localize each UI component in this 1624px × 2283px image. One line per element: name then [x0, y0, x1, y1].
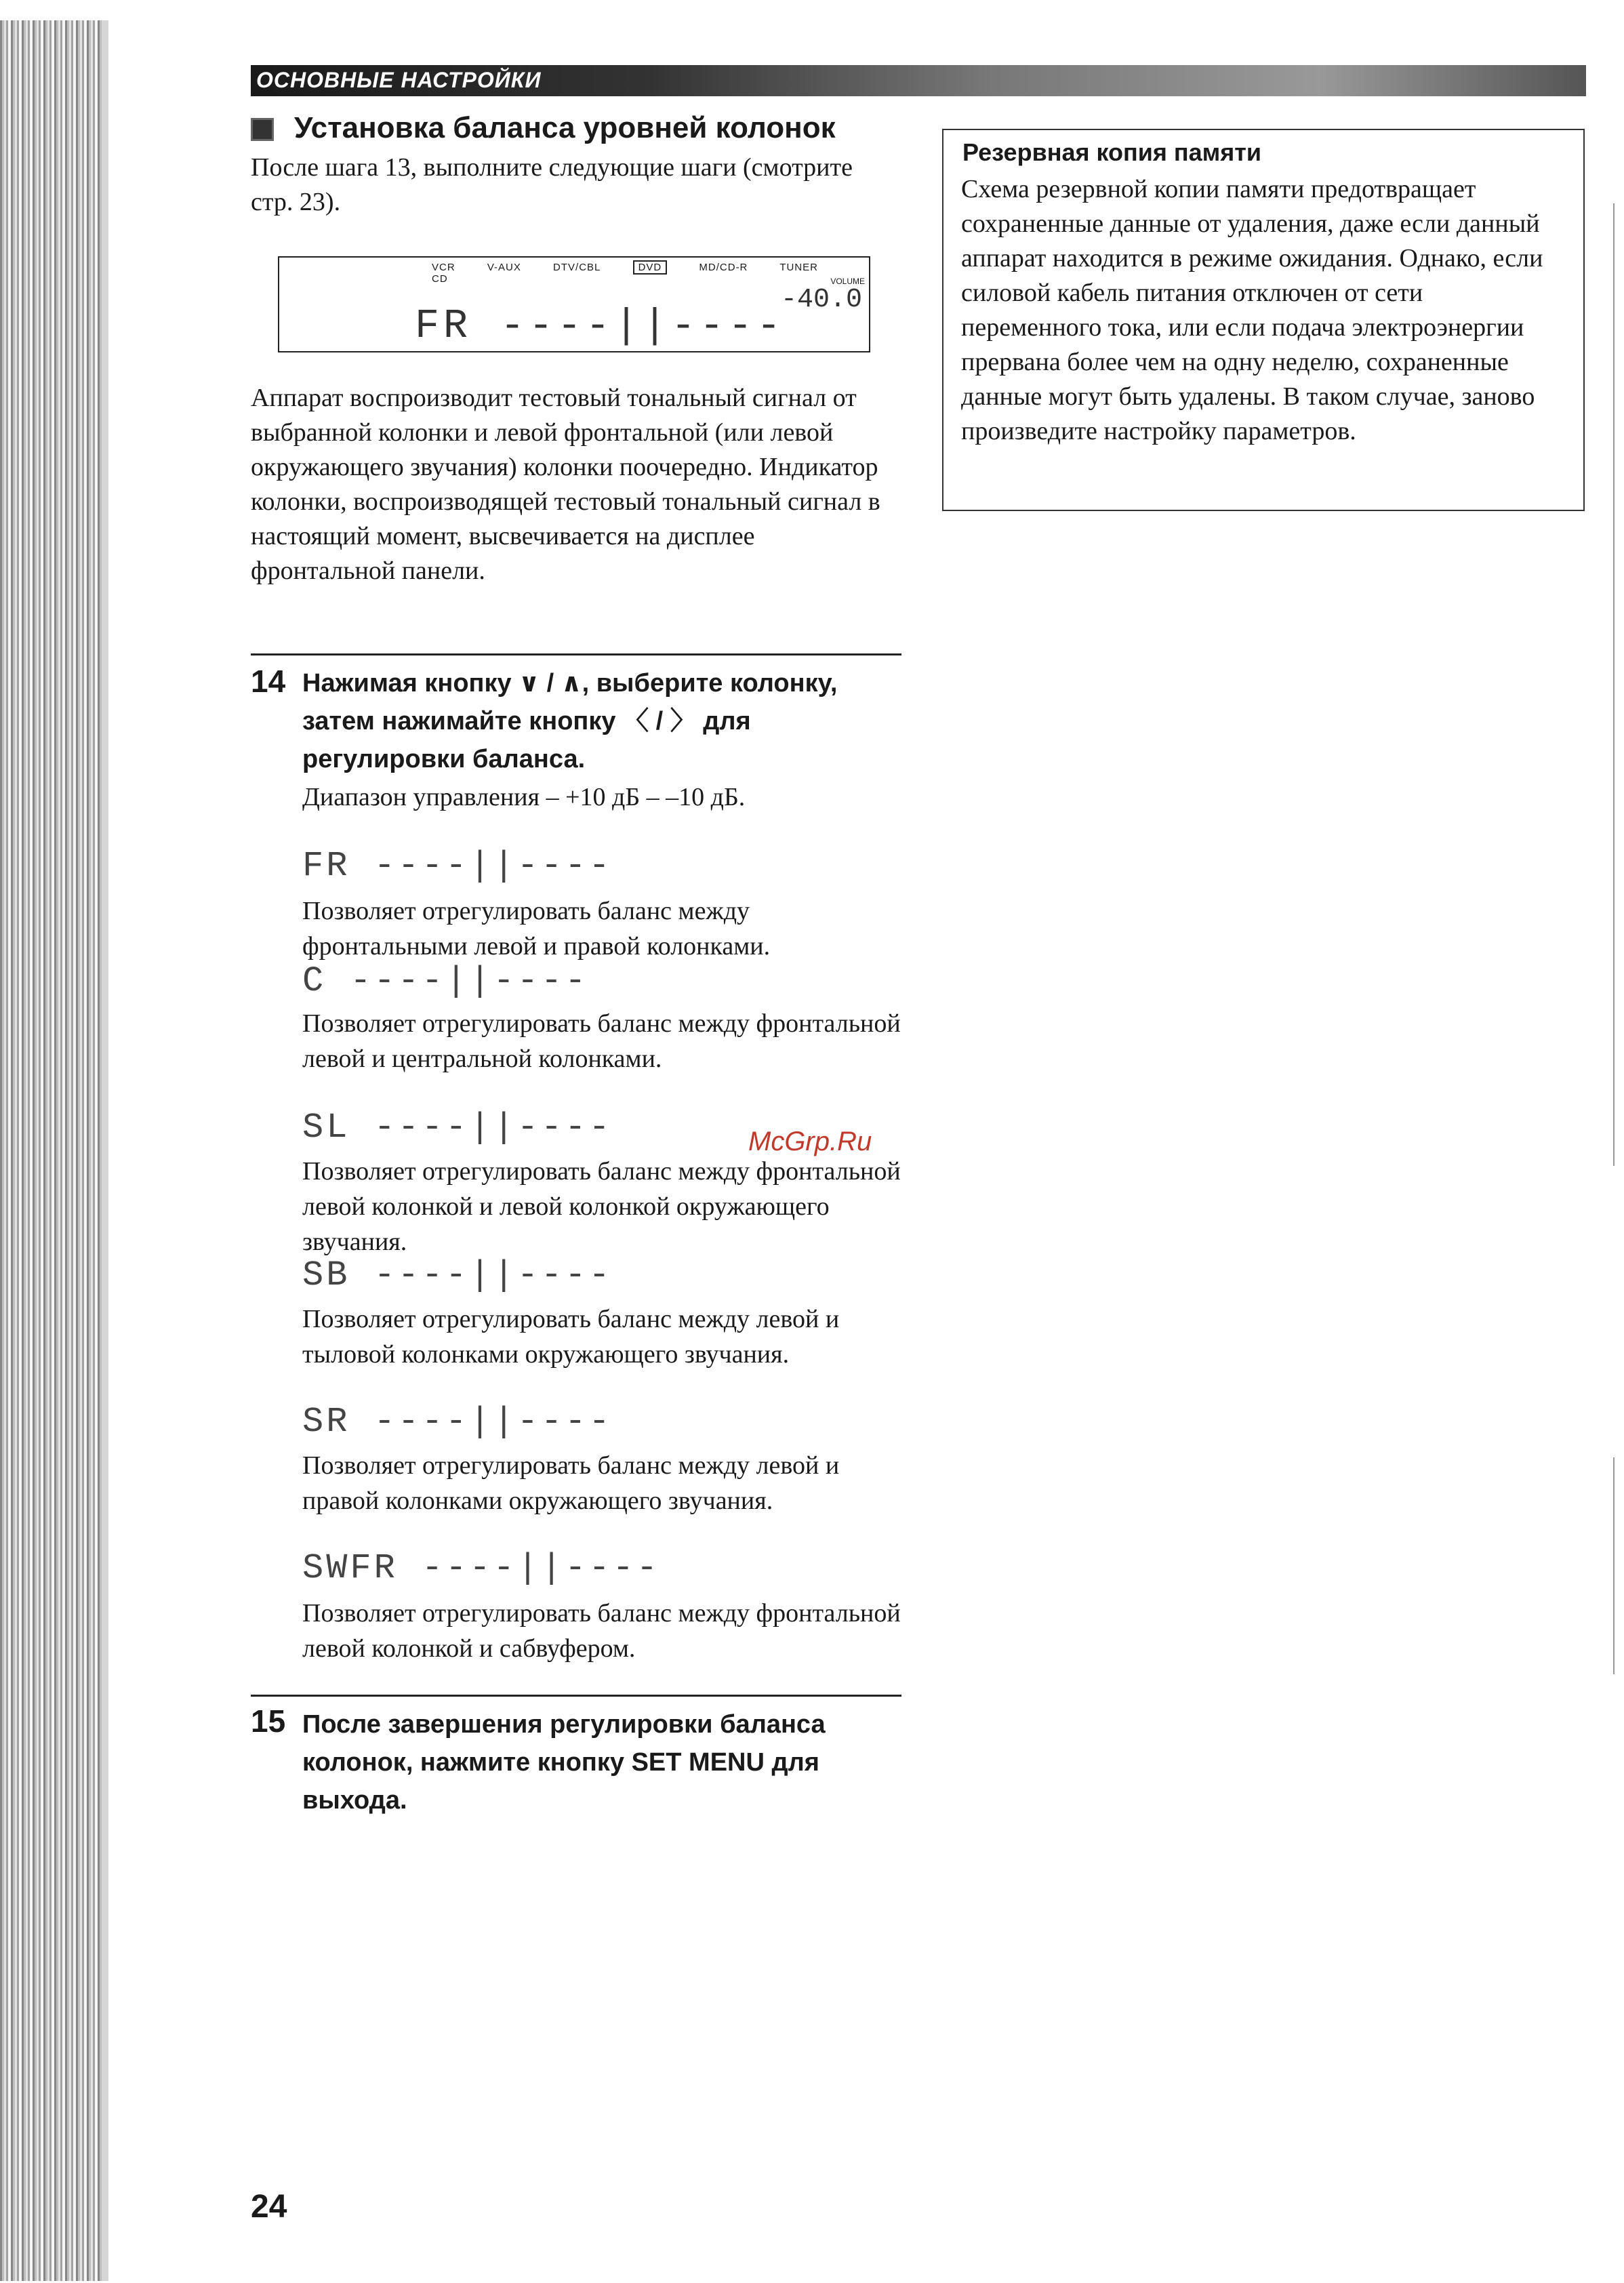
- step-15-instruction: После завершения регулировки баланса колонок, нажмите кнопку SET MENU для выхода.: [302, 1710, 826, 1815]
- scan-edge-shadow: [102, 20, 108, 2281]
- segment-readout-sb: SB ----||----: [302, 1255, 613, 1295]
- section-header-bar: [251, 65, 1586, 96]
- bullet-square-icon: [251, 118, 274, 141]
- segment-readout-sr: SR ----||----: [302, 1402, 613, 1442]
- lcd-source-row: [432, 262, 869, 285]
- segment-readout-sl: SL ----||----: [302, 1108, 613, 1148]
- lcd-volume-label: VOLUME: [830, 277, 865, 286]
- memory-backup-note: [942, 129, 1585, 511]
- lcd-volume-readout: -40.0: [780, 285, 862, 315]
- segment-desc-sr: Позволяет отрегулировать баланс между левой и правой колонками окружающего звучания.: [302, 1451, 840, 1515]
- lcd-source: MD/CD-R: [699, 262, 748, 273]
- segment-desc-sb: Позволяет отрегулировать баланс между левой и тыловой колонками окружающего звучания.: [302, 1305, 840, 1369]
- lcd-source-selected: DVD: [633, 260, 668, 275]
- segment-readout-swfr: SWFR ----||----: [302, 1548, 661, 1588]
- watermark: McGrp.Ru: [748, 1127, 872, 1156]
- section-header-label: ОСНОВНЫЕ НАСТРОЙКИ: [256, 68, 542, 92]
- segment-desc-c: Позволяет отрегулировать баланс между фронтальной левой и центральной колонками.: [302, 1009, 901, 1073]
- lcd-source: TUNER: [779, 262, 818, 273]
- step-14-range: Диапазон управления – +10 дБ – –10 дБ.: [302, 783, 746, 811]
- step-15-number: 15: [251, 1703, 286, 1739]
- lcd-display-illustration: [278, 256, 870, 352]
- lcd-source: V-AUX: [487, 262, 521, 273]
- segment-readout-fr: FR ----||----: [302, 846, 613, 886]
- lcd-source: CD: [432, 273, 448, 285]
- right-scan-mark: [1613, 203, 1615, 1166]
- step-15-rule: [251, 1695, 901, 1697]
- page-number: 24: [251, 2189, 287, 2225]
- segment-desc-swfr: Позволяет отрегулировать баланс между фронтальной левой колонкой и сабвуфером.: [302, 1599, 901, 1663]
- section-title: [251, 111, 836, 145]
- intro-paragraph: После шага 13, выполните следующие шаги (смотрите стр. 23).: [251, 153, 853, 216]
- step-14-rule: [251, 653, 901, 655]
- step-14-instruction: Нажимая кнопку ∨ / ∧, выберите колонку, затем нажимайте кнопку 〈 / 〉 для регулировки баланса.: [302, 669, 838, 773]
- body-paragraph: Аппарат воспроизводит тестовый тональный сигнал от выбранной колонки и левой фронтальной (или левой окружающего звучания) колонки поочередно. Индикатор колонки, воспроизводящей тестовый тональный сигнал в настоящий момент, высвечивается на дисплее фронтальной панели.: [251, 384, 880, 585]
- segment-desc-fr: Позволяет отрегулировать баланс между фронтальными левой и правой колонками.: [302, 897, 771, 961]
- note-title: Резервная копия памяти: [962, 138, 1262, 166]
- segment-readout-c: C ----||----: [302, 961, 589, 1001]
- segment-desc-sl: Позволяет отрегулировать баланс между фронтальной левой колонкой и левой колонкой окружающего звучания.: [302, 1157, 901, 1256]
- right-scan-mark: [1613, 1457, 1615, 1674]
- section-title-text: Установка баланса уровней колонок: [294, 111, 836, 144]
- scan-edge: [0, 20, 102, 2281]
- lcd-source: DTV/CBL: [553, 262, 601, 273]
- lcd-source: VCR: [432, 262, 455, 273]
- step-14-number: 14: [251, 664, 286, 699]
- note-text: Схема резервной копии памяти предотвращает сохраненные данные от удаления, даже если данный аппарат находится в режиме ожидания. Однако, если силовой кабель питания отключен от сети переменного тока, или если подача электроэнергии прервана более чем на одну неделю, сохраненные данные могут быть удалены. В таком случае, заново произведите настройку параметров.: [961, 175, 1543, 445]
- lcd-main-readout: FR ----||----: [415, 304, 786, 350]
